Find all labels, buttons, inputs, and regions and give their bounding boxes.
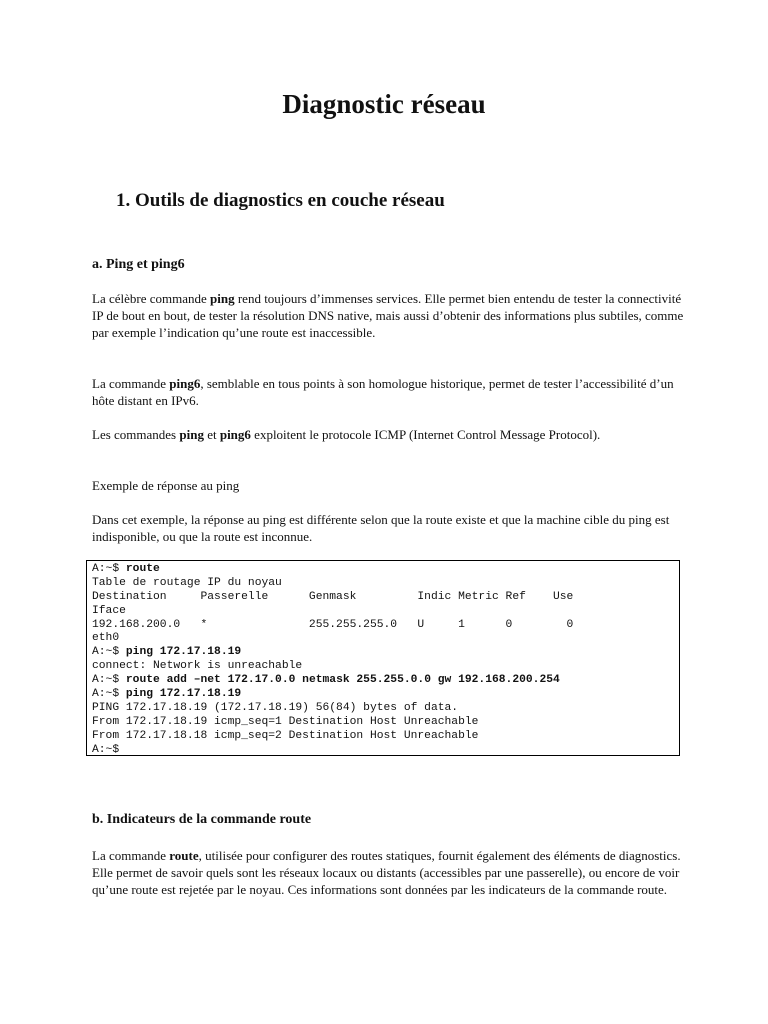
page-title: Diagnostic réseau <box>282 89 486 119</box>
code-line: A:~$ ping 172.17.18.19 <box>92 646 242 659</box>
paragraph-ping-intro: La célèbre commande ping rend toujours d’immenses services. Elle permet bien entendu de tester la connectivité IP de bout en bout, de tester la résolution DNS native, mais aussi d’obtenir des informations plus subtiles, comme par exemple l’indication qu’une route est inaccessible. <box>92 291 684 340</box>
code-line: Table de routage IP du noyau <box>92 576 282 589</box>
paragraph-example-label: Exemple de réponse au ping <box>92 478 240 493</box>
code-line: eth0 <box>92 632 120 645</box>
code-line: Iface <box>92 604 126 617</box>
code-line: A:~$ <box>92 743 126 756</box>
code-line: From 172.17.18.19 icmp_seq=1 Destination Host Unreachable <box>92 715 479 728</box>
code-line: Destination Passerelle Genmask Indic Metric Ref Use <box>92 590 574 603</box>
code-line: 192.168.200.0 * 255.255.255.0 U 1 0 0 <box>92 618 574 631</box>
code-line: connect: Network is unreachable <box>92 660 303 673</box>
code-line: A:~$ route <box>92 563 160 575</box>
code-line: PING 172.17.18.19 (172.17.18.19) 56(84) bytes of data. <box>92 701 459 714</box>
code-line: A:~$ route add –net 172.17.0.0 netmask 255.255.0.0 gw 192.168.200.254 <box>92 674 560 687</box>
paragraph-icmp: Les commandes ping et ping6 exploitent le protocole ICMP (Internet Control Message Protocol). <box>92 427 601 442</box>
paragraph-example-description: Dans cet exemple, la réponse au ping est différente selon que la route existe et que la machine cible du ping est indisponible, ou que la route est inconnue. <box>92 512 670 544</box>
paragraph-ping6: La commande ping6, semblable en tous points à son homologue historique, permet de tester l’accessibilité d’un hôte distant en IPv6. <box>92 376 674 408</box>
code-line: A:~$ ping 172.17.18.19 <box>92 688 242 701</box>
code-line: From 172.17.18.18 icmp_seq=2 Destination Host Unreachable <box>92 729 479 742</box>
subsection-heading-a: a. Ping et ping6 <box>92 257 185 272</box>
paragraph-route-indicators: La commande route, utilisée pour configurer des routes statiques, fournit également des éléments de diagnostics. Elle permet de savoir quels sont les réseaux locaux ou distants (accessibles par une passerelle), ou encore de voir qu’une route est rejetée par le noyau. Ces informations sont données par les indicateurs de la commande route. <box>92 848 681 897</box>
section-heading-1: 1. Outils de diagnostics en couche réseau <box>116 190 445 211</box>
subsection-heading-b: b. Indicateurs de la commande route <box>92 812 312 827</box>
terminal-output-box <box>86 560 680 756</box>
